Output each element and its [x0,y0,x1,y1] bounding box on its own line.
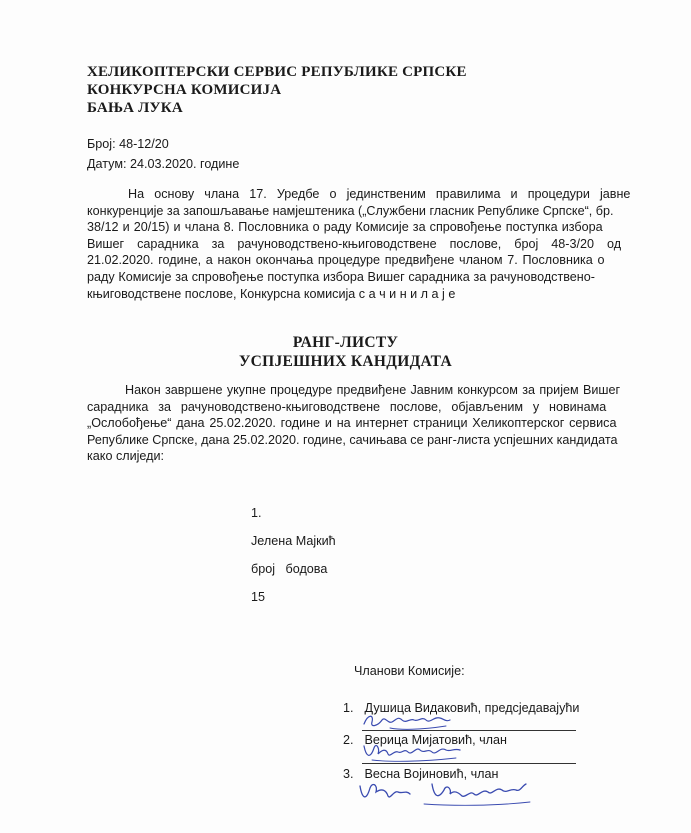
body-paragraph [87,382,634,465]
intro-line: На основу члана 17. Уредбе о јединственим правилима и процедури јавне [128,187,631,201]
candidate-points: 15 [251,590,266,604]
members-heading: Чланови Комисије: [354,664,465,678]
intro-line: конкуренције за запошљавање намјештеника („Службени гласник Републике Српске“, бр. [87,203,614,218]
commission-name: КОНКУРСНА КОМИСИЈА [87,82,282,98]
body-line: сарадника за рачуноводствено-књиговодствене послове, објављеним у новинама [87,399,607,414]
signature-1-image [360,708,460,734]
intro-line: Вишег сарадника за рачуноводствено-књиговодствене послове, број 48-3/20 од [87,236,622,251]
document-number: Број: 48-12/20 [87,137,169,151]
member-text: Верица Мијатовић, члан [364,733,507,747]
member-number: 3. [343,767,354,781]
ranking-number: 1. [251,506,262,520]
city-name: БАЊА ЛУКА [87,100,183,116]
body-line: Републике Српске, дана 25.02.2020. године, сачињава се ранг-листа успјешних кандидата [87,432,618,447]
member-number: 1. [343,701,354,715]
member-number: 2. [343,733,354,747]
intro-line: 38/12 и 20/15) и члана 8. Пословника о раду Комисије за спровођење поступка избора [87,220,603,235]
member-text: Весна Војиновић, члан [364,767,499,781]
document-date: Датум: 24.03.2020. године [87,157,240,171]
signature-2-image [360,738,470,766]
body-line: Након завршене укупне процедуре предвиђене Јавним конкурсом за пријем Вишег [125,383,621,397]
intro-line: 21.02.2020. године, а након окончања процедуре предвиђене чланом 7. Пословника о [87,253,605,268]
points-label: број бодова [251,562,328,576]
member-text: Душица Видаковић, предсједавајући [364,701,580,715]
document-title: РАНГ-ЛИСТУ [292,334,399,351]
signature-3-image [354,776,534,810]
body-line: како слиједи: [87,449,165,464]
intro-paragraph [87,186,632,302]
organization-name: ХЕЛИКОПТЕРСКИ СЕРВИС РЕПУБЛИКЕ СРПСКЕ [87,64,467,80]
intro-line: књиговодствене послове, Конкурсна комисија с а ч и н и л а ј е [87,286,456,301]
candidate-name: Јелена Мајкић [251,534,336,548]
intro-line: раду Комисије за спровођење поступка избора Вишег сарадника за рачуноводствено- [87,269,595,284]
document-subtitle: УСПЈЕШНИХ КАНДИДАТА [238,353,453,370]
body-line: „Ослобођење“ дана 25.02.2020. године и на интернет страници Хеликоптерског сервиса [87,416,617,431]
ranking-item [237,492,336,618]
